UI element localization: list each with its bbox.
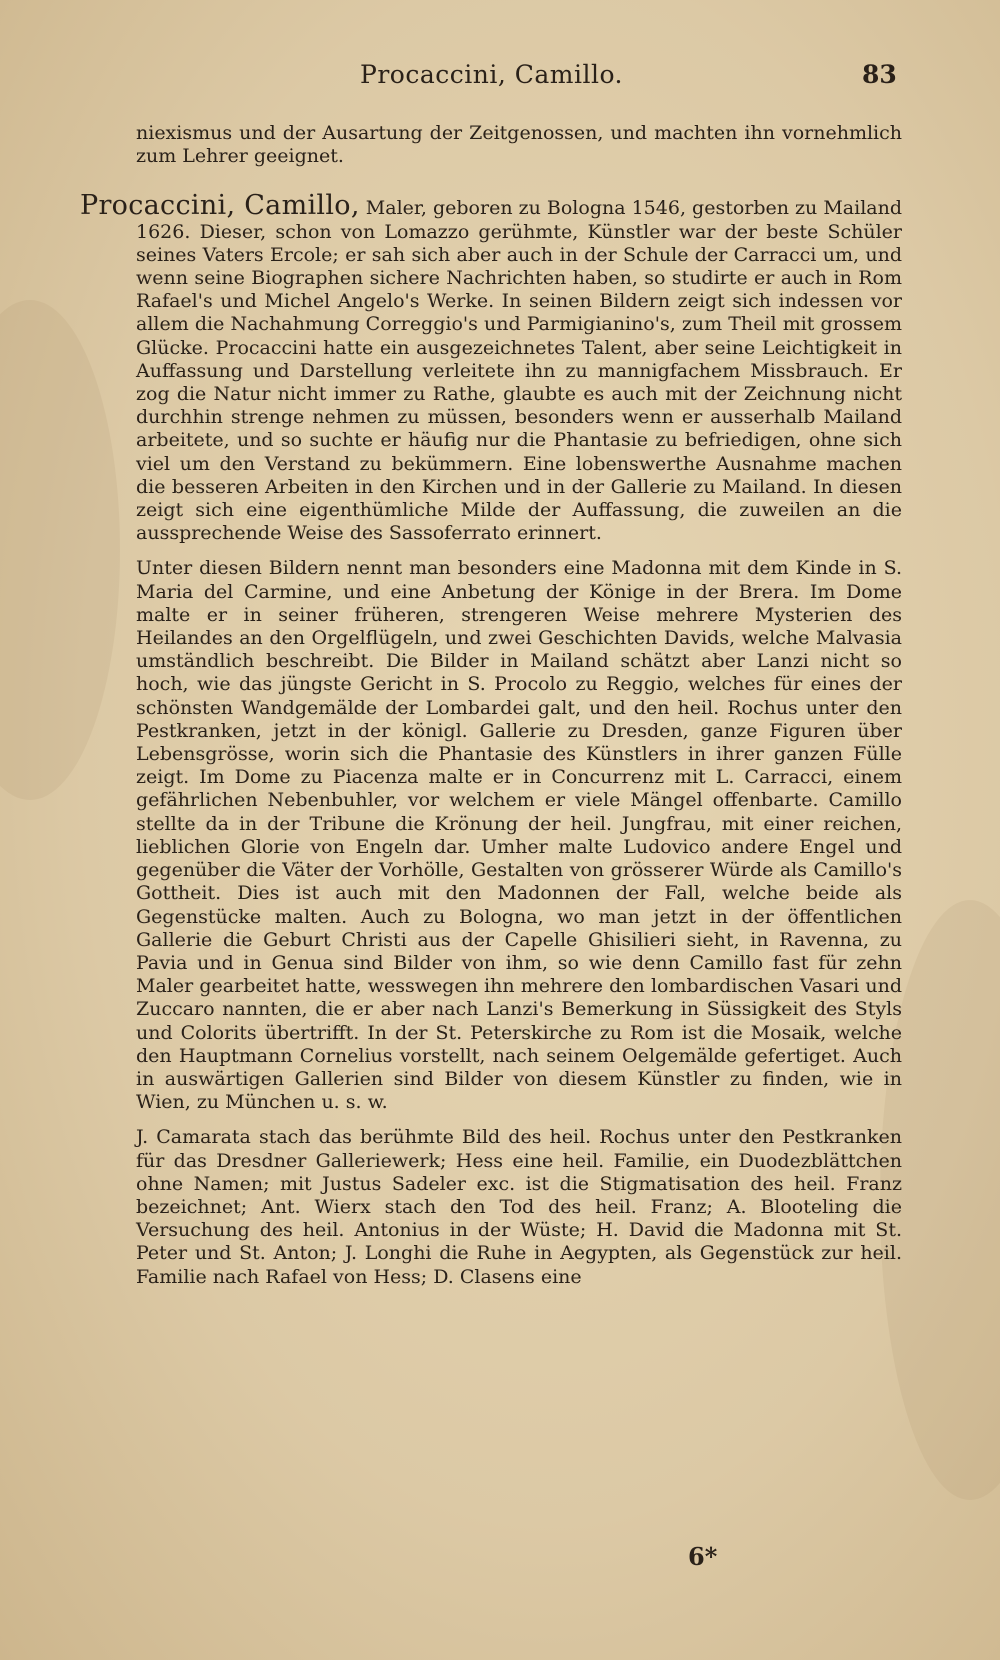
entry-text: Maler, geboren zu Bologna 1546, gestorben zu Mailand 1626. Dieser, schon von Lomazzo gerühmte, Künstler war der beste Schüler seines Vaters Ercole; er sah sich aber auch in der Schule der Carracci um, und wenn seine Biographen sichere Nachrichten haben, so studirte er auch in Rom Rafael's und Michel Angelo's Werke. In seinen Bildern zeigt sich indessen vor allem die Nachahmung Correggio's und Parmigianino's, zum Theil mit grossem Glücke. Procaccini hatte ein ausgezeichnetes Talent, aber seine Leichtigkeit in Auffassung und Darstellung verleitete ihn zu mannigfachem Missbrauch. Er zog die Natur nicht immer zu Rathe, glaubte es auch mit der Zeichnung nicht durchhin strenge nehmen zu müssen, besonders wenn er ausserhalb Mailand arbeitete, und so suchte er häufig nur die Phantasie zu befriedigen, ohne sich viel um den Verstand zu bekümmern. Eine lobenswerthe Ausnahme machen die besseren Arbeiten in den Kirchen und in der Gallerie zu Mailand. In diesen zeigt sich eine eigenthümliche Milde der Auffassung, die zuweilen an die aussprechende Weise des Sassoferrato erinnert. xyxy=(136,197,903,545)
running-header xyxy=(0,60,1000,100)
paragraph-works: Unter diesen Bildern nennt man besonders eine Madonna mit dem Kinde in S. Maria del Carmine, und eine Anbetung der Könige in der Brera. Im Dome malte er in seiner früheren, strengeren Weise mehrere Mysterien des Heilandes an den Orgelflügeln, und zwei Geschichten Davids, welche Malvasia umständlich beschreibt. Die Bilder in Mailand schätzt aber Lanzi nicht so hoch, wie das jüngste Gericht in S. Procolo zu Reggio, welches für eines der schönsten Wandgemälde der Lombardei galt, und den heil. Rochus unter den Pestkranken, jetzt in der königl. Gallerie zu Dresden, ganze Figuren über Lebensgrösse, worin sich die Phantasie des Künstlers in ihrer ganzen Fülle zeigt. Im Dome zu Piacenza malte er in Concurrenz mit L. Carracci, einem gefährlichen Nebenbuhler, vor welchem er viele Mängel offenbarte. Camillo stellte da in der Tribune die Krönung der heil. Jungfrau, mit einer reichen, lieblichen Glorie von Engeln dar. Umher malte Ludovico andere Engel und gegenüber die Väter der Vorhölle, Gestalten von grösserer Würde als Camillo's Gottheit. Dies ist auch mit den Madonnen der Fall, welche beide als Gegenstücke malten. Auch zu Bologna, wo man jetzt in der öffentlichen Gallerie die Geburt Christi aus der Capelle Ghisilieri sieht, in Ravenna, zu Pavia und in Genua sind Bilder von ihm, so wie denn Camillo fast für zehn Maler gearbeitet hatte, wesswegen ihn mehrere den lombardischen Vasari und Zuccaro nannten, die er aber nach Lanzi's Bemerkung in Süssigkeit des Styls und Colorits übertrifft. In der St. Peterskirche zu Rom ist die Mosaik, welche den Hauptmann Cornelius vorstellt, nach seinem Oelgemälde gefertiget. Auch in auswärtigen Gallerien sind Bilder von diesem Künstler zu finden, wie in Wien, zu München u. s. w. xyxy=(136,557,902,1114)
entry-paragraph xyxy=(80,190,903,545)
signature-mark: 6* xyxy=(688,1542,718,1571)
running-title: Procaccini, Camillo. xyxy=(360,60,624,89)
page-body xyxy=(80,122,903,1289)
entry-heading: Procaccini, Camillo, xyxy=(80,190,360,222)
page-number: 83 xyxy=(862,60,897,89)
paragraph-engravings: J. Camarata stach das berühmte Bild des heil. Rochus unter den Pestkranken für das Dresdner Galleriewerk; Hess eine heil. Familie, ein Duodezblättchen ohne Namen; mit Justus Sadeler exc. ist die Stigmatisation des heil. Franz bezeichnet; Ant. Wierx stach den Tod des heil. Franz; A. Blooteling die Versuchung des heil. Antonius in der Wüste; H. David die Madonna mit St. Peter und St. Anton; J. Longhi die Ruhe in Aegypten, als Gegenstück zur heil. Familie nach Rafael von Hess; D. Clasens eine xyxy=(136,1126,902,1288)
continued-paragraph: niexismus und der Ausartung der Zeitgenossen, und machten ihn vornehmlich zum Lehrer geeignet. xyxy=(136,122,902,168)
paper-stain xyxy=(0,300,120,800)
